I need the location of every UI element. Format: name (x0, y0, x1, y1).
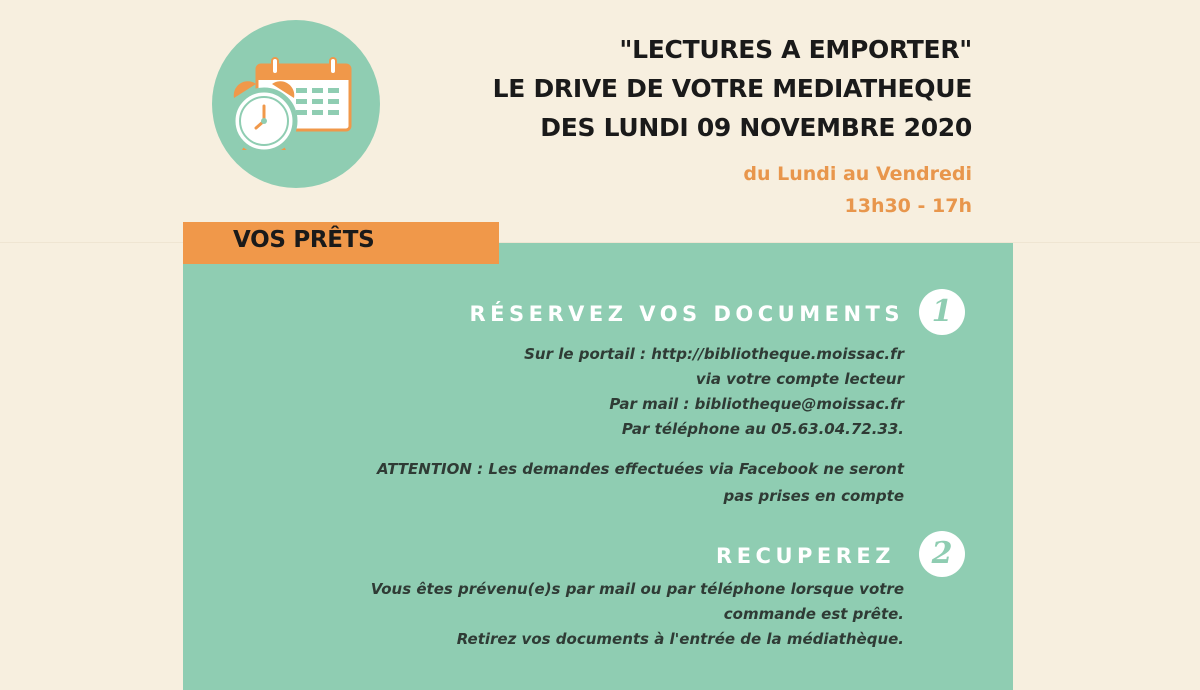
headline-line-3: DES LUNDI 09 NOVEMBRE 2020 (540, 113, 972, 142)
step-1-title: RÉSERVEZ VOS DOCUMENTS (469, 302, 904, 326)
opening-time: 13h30 - 17h (844, 195, 972, 217)
opening-hours (743, 158, 972, 222)
headline-line-2: LE DRIVE DE VOTRE MEDIATHEQUE (492, 74, 972, 103)
step-1-line: Par mail : bibliotheque@moissac.fr (609, 395, 904, 413)
calendar-alarm-clock-icon (212, 20, 380, 188)
calendar-clock-illustration (212, 20, 380, 188)
section-tab (183, 222, 499, 264)
attention-line: ATTENTION : Les demandes effectuées via Facebook ne seront (377, 460, 904, 478)
step-1-line: via votre compte lecteur (695, 370, 904, 388)
step-1-line: Sur le portail : http://bibliotheque.moissac.fr (524, 345, 904, 363)
step-1-details (524, 342, 904, 442)
opening-days: du Lundi au Vendredi (743, 163, 972, 185)
step-2-details (371, 577, 904, 652)
step-2-title: RECUPEREZ (716, 544, 895, 568)
step-1-number-icon: 1 (919, 289, 965, 335)
headline-line-1: "LECTURES A EMPORTER" (619, 35, 972, 64)
attention-line: pas prises en compte (723, 487, 904, 505)
attention-note (377, 456, 904, 510)
step-2-line: Vous êtes prévenu(e)s par mail ou par téléphone lorsque votre (370, 580, 904, 598)
section-tab-label: VOS PRÊTS (233, 227, 375, 253)
step-2-line: commande est prête. (723, 605, 904, 623)
step-1-line: Par téléphone au 05.63.04.72.33. (621, 420, 904, 438)
step-2-number-icon: 2 (919, 531, 965, 577)
step-2-line: Retirez vos documents à l'entrée de la médiathèque. (456, 630, 904, 648)
headline (493, 30, 972, 147)
